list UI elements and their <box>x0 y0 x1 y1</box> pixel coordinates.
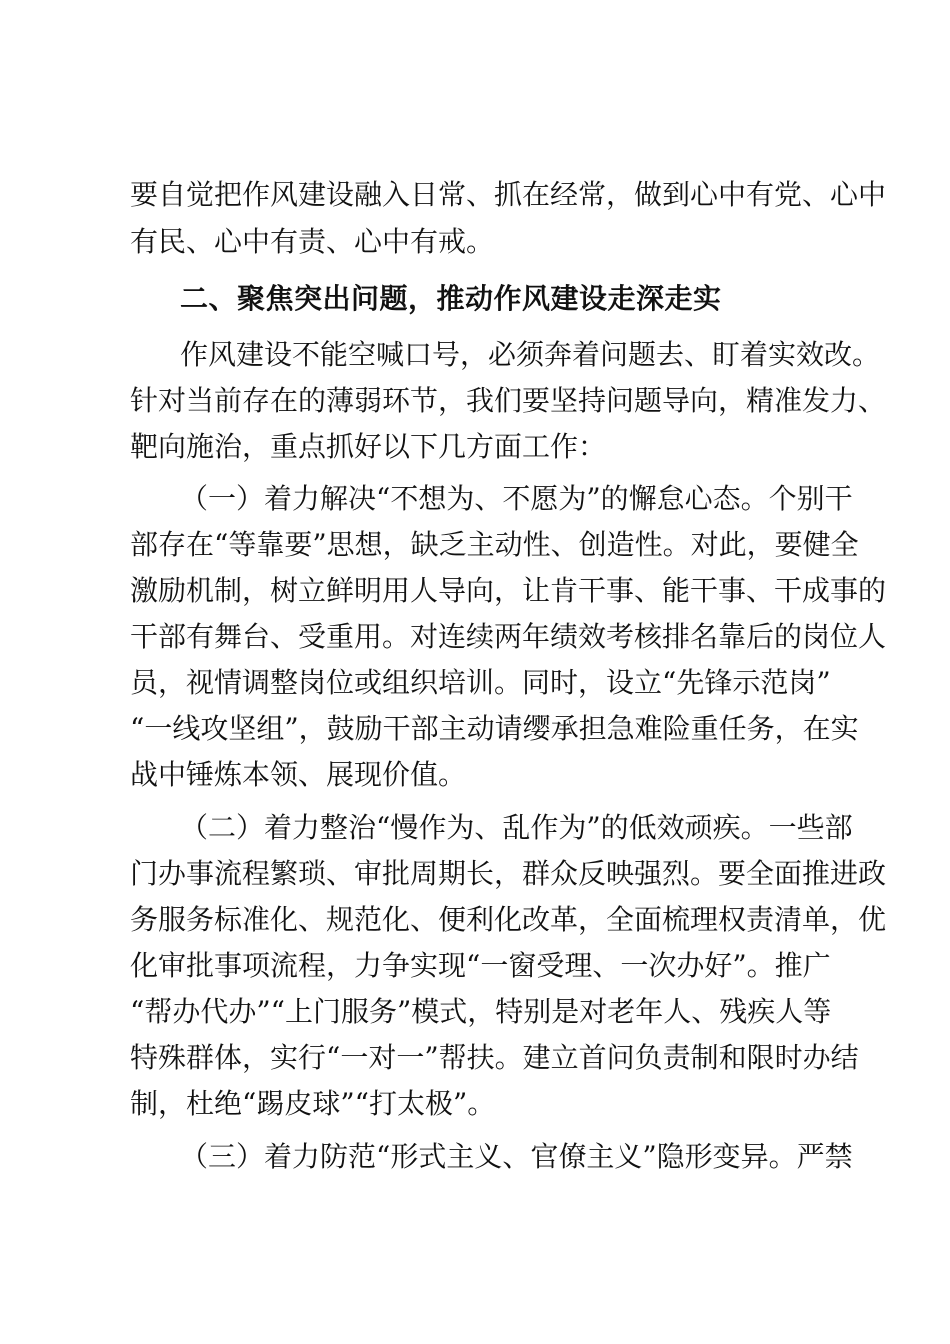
paragraph-line: 针对当前存在的薄弱环节，我们要坚持问题导向，精准发力、 <box>130 384 887 417</box>
paragraph-line: 化审批事项流程，力争实现“一窗受理、一次办好”。推广 <box>130 949 831 982</box>
paragraph-line: 门办事流程繁琐、审批周期长，群众反映强烈。要全面推进政 <box>130 857 887 890</box>
paragraph-line: 部存在“等靠要”思想，缺乏主动性、创造性。对此，要健全 <box>130 528 859 561</box>
paragraph-line: 作风建设不能空喊口号，必须奔着问题去、盯着实效改。 <box>180 338 881 371</box>
paragraph-line: 特殊群体，实行“一对一”帮扶。建立首问负责制和限时办结 <box>130 1041 859 1074</box>
paragraph-line: 靶向施治，重点抓好以下几方面工作： <box>130 430 607 463</box>
paragraph-line: 激励机制，树立鲜明用人导向，让肯干事、能干事、干成事的 <box>130 574 887 607</box>
paragraph-line: 干部有舞台、受重用。对连续两年绩效考核排名靠后的岗位人 <box>130 620 887 653</box>
paragraph-line: （三）着力防范“形式主义、官僚主义”隐形变异。严禁 <box>180 1140 853 1173</box>
paragraph-line: 员，视情调整岗位或组织培训。同时，设立“先锋示范岗” <box>130 666 831 699</box>
paragraph-line: （二）着力整治“慢作为、乱作为”的低效顽疾。一些部 <box>180 811 853 844</box>
paragraph-line: 有民、心中有责、心中有戒。 <box>130 225 495 258</box>
paragraph-line: 要自觉把作风建设融入日常、抓在经常，做到心中有党、心中 <box>130 178 887 211</box>
paragraph-line: “一线攻坚组”，鼓励干部主动请缨承担急难险重任务，在实 <box>130 712 859 745</box>
paragraph-line: “帮办代办”“上门服务”模式，特别是对老年人、残疾人等 <box>130 995 832 1028</box>
paragraph-line: 战中锤炼本领、展现价值。 <box>130 758 467 791</box>
paragraph-line: 制，杜绝“踢皮球”“打太极”。 <box>130 1087 496 1120</box>
paragraph-line: 务服务标准化、规范化、便利化改革，全面梳理权责清单，优 <box>130 903 887 936</box>
paragraph-line: （一）着力解决“不想为、不愿为”的懈怠心态。个别干 <box>180 482 853 515</box>
section-heading: 二、聚焦突出问题，推动作风建设走深走实 <box>180 282 722 315</box>
